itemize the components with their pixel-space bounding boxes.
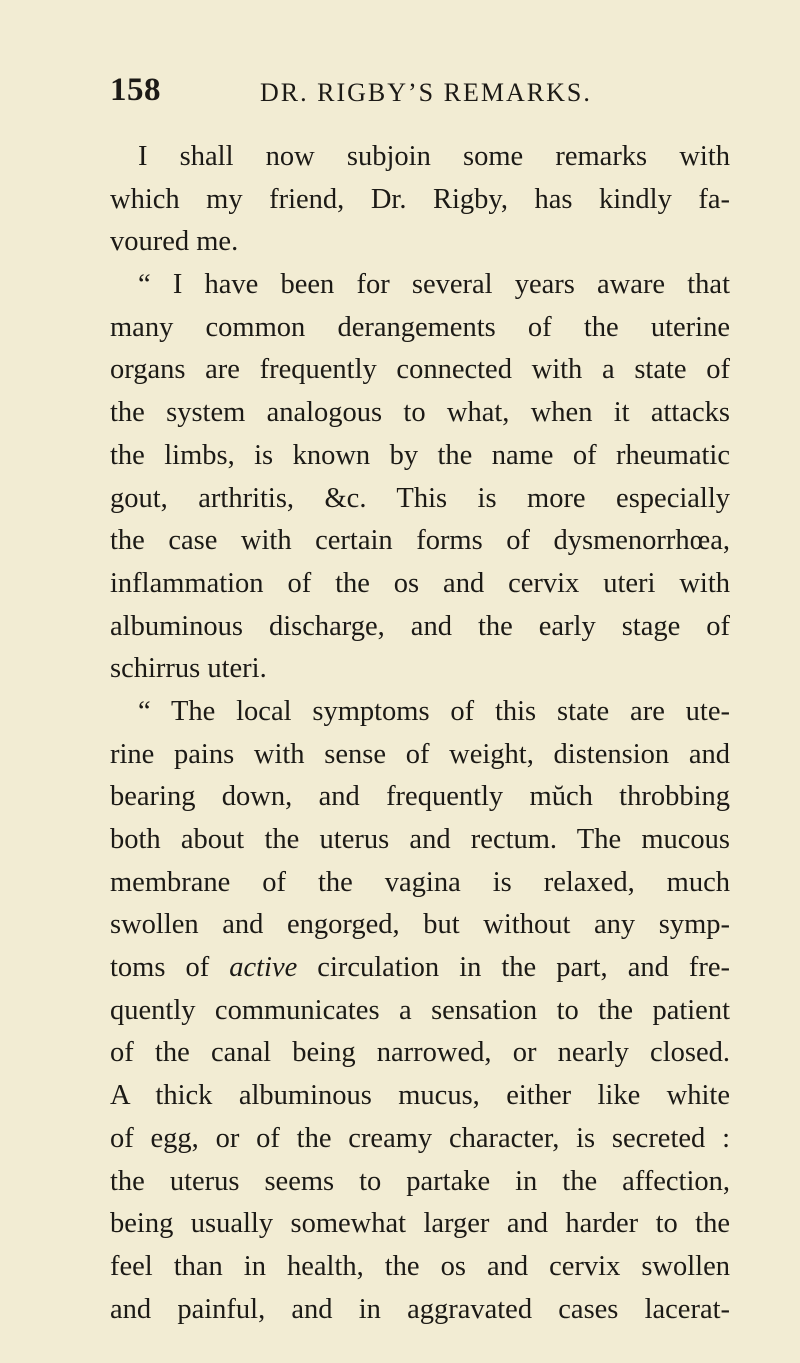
text-line: gout, arthritis, &c. This is more especially	[110, 482, 730, 514]
text-line: membrane of the vagina is relaxed, much	[110, 866, 730, 898]
text-line: the limbs, is known by the name of rheumatic	[110, 439, 730, 471]
text-line: of the canal being narrowed, or nearly closed.	[110, 1037, 730, 1069]
text-line: schirrus uteri.	[110, 653, 267, 685]
text-line: I shall now subjoin some remarks with	[138, 141, 730, 172]
text-line: being usually somewhat larger and harder to the	[110, 1208, 730, 1240]
text-line: albuminous discharge, and the early stage of	[110, 610, 730, 642]
text-line: the system analogous to what, when it attacks	[110, 397, 730, 429]
text-line: the uterus seems to partake in the affection,	[110, 1165, 730, 1197]
italic-word: active	[229, 952, 298, 984]
text-run: circulation in the part, and fre-	[297, 952, 730, 984]
text-line: A thick albuminous mucus, either like white	[110, 1080, 730, 1112]
text-line: quently communicates a sensation to the patient	[110, 994, 730, 1026]
body-text	[110, 136, 730, 1331]
text-line: and painful, and in aggravated cases lacerat-	[110, 1293, 730, 1325]
text-line: which my friend, Dr. Rigby, has kindly fa-	[110, 183, 730, 215]
text-line: feel than in health, the os and cervix swollen	[110, 1250, 730, 1282]
text-line: of egg, or of the creamy character, is secreted :	[110, 1122, 730, 1154]
text-line: both about the uterus and rectum. The mucous	[110, 824, 730, 855]
text-line: voured me.	[110, 226, 239, 258]
text-run: toms of	[110, 952, 230, 984]
running-title: DR. RIGBY’S REMARKS.	[260, 78, 592, 107]
text-line: the case with certain forms of dysmenorrhœa,	[110, 525, 730, 557]
running-head	[110, 72, 730, 116]
text-line-italic	[110, 947, 730, 990]
text-line: organs are frequently connected with a state of	[110, 354, 730, 386]
text-line: “ The local symptoms of this state are ute-	[138, 695, 730, 727]
text-line: swollen and engorged, but without any symp-	[110, 909, 730, 941]
text-line: inflammation of the os and cervix uteri with	[110, 567, 730, 599]
text-line: bearing down, and frequently mŭch throbbing	[110, 781, 730, 813]
text-line: “ I have been for several years aware that	[138, 269, 730, 301]
page-number: 158	[110, 72, 161, 108]
text-line: many common derangements of the uterine	[110, 311, 730, 343]
text-line: rine pains with sense of weight, distension and	[110, 738, 730, 770]
